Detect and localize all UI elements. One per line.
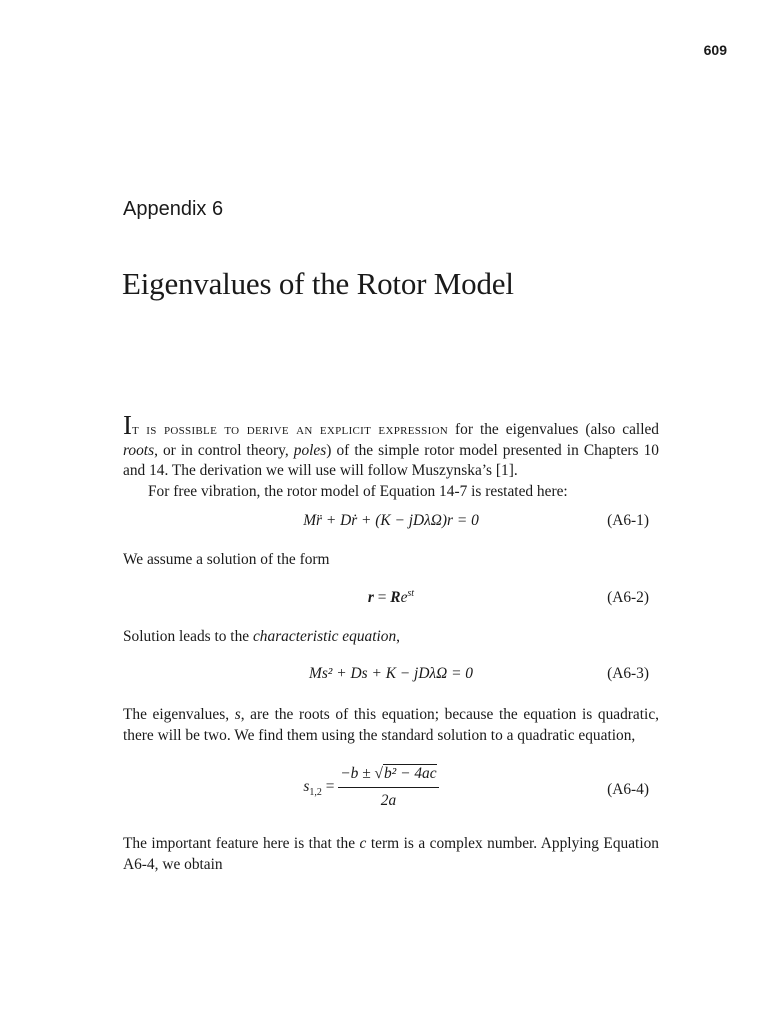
equation-a6-2	[123, 579, 659, 621]
equation-a6-3	[123, 655, 659, 697]
important-feature-paragraph: The important feature here is that the c term is a complex number. Applying Equation A6-4, we obtain	[123, 835, 659, 873]
appendix-label: Appendix 6	[123, 198, 224, 220]
equation-a6-4-expr: $s_{1,2}$ = $\frac{\text{−b ± √b² − 4ac}}{2a}$	[83, 764, 659, 811]
dropcap-letter: I	[123, 410, 132, 440]
equation-a6-2-expr: $r = Re^{st}$	[367, 587, 415, 606]
equation-a6-4	[123, 760, 659, 830]
intro-roots: roots	[123, 441, 155, 459]
page-number: 609	[703, 42, 727, 58]
intro-text-3: ) of the simple rotor model presented in Chapters 10 and 14. The derivation we will use will follow Muszynska’s [1].	[123, 441, 659, 479]
characteristic-equation-term: characteristic equation	[252, 627, 397, 645]
chapter-title: Eigenvalues of the Rotor Model	[122, 266, 514, 301]
eigenvalues-paragraph: The eigenvalues, s, are the roots of this equation; because the equation is quadratic, there will be two. We find them using the standard solution to a quadratic equation,	[123, 706, 659, 744]
free-vibration-paragraph: For free vibration, the rotor model of Equation 14-7 is restated here:	[148, 482, 568, 500]
body-text	[123, 412, 659, 875]
equation-a6-1-number: (A6-1)	[607, 512, 649, 529]
intro-text-2: , or in control theory,	[154, 441, 294, 459]
smallcaps-lead: t is possible to derive an explicit expression	[132, 421, 449, 438]
equation-a6-3-expr: Ms² + Ds + K − jDλΩ = 0	[309, 665, 473, 682]
equation-a6-1	[123, 502, 659, 544]
equation-a6-2-number: (A6-2)	[607, 588, 649, 606]
solution-paragraph: Solution leads to the characteristic equation,	[123, 627, 401, 645]
equation-a6-3-number: (A6-3)	[607, 665, 649, 682]
intro-poles: poles	[293, 441, 327, 459]
intro-text-1: for the eigenvalues (also called	[448, 421, 659, 438]
equation-a6-4-number: (A6-4)	[607, 781, 649, 798]
assume-paragraph: We assume a solution of the form	[123, 551, 330, 568]
equation-a6-1-expr: Mr̈ + Dṙ + (K − jDλΩ)r = 0	[303, 512, 479, 529]
intro-paragraph	[123, 412, 659, 482]
quadratic-formula-fraction: $\frac{\text{−b ± √b² − 4ac}}{2a}$	[340, 765, 437, 809]
